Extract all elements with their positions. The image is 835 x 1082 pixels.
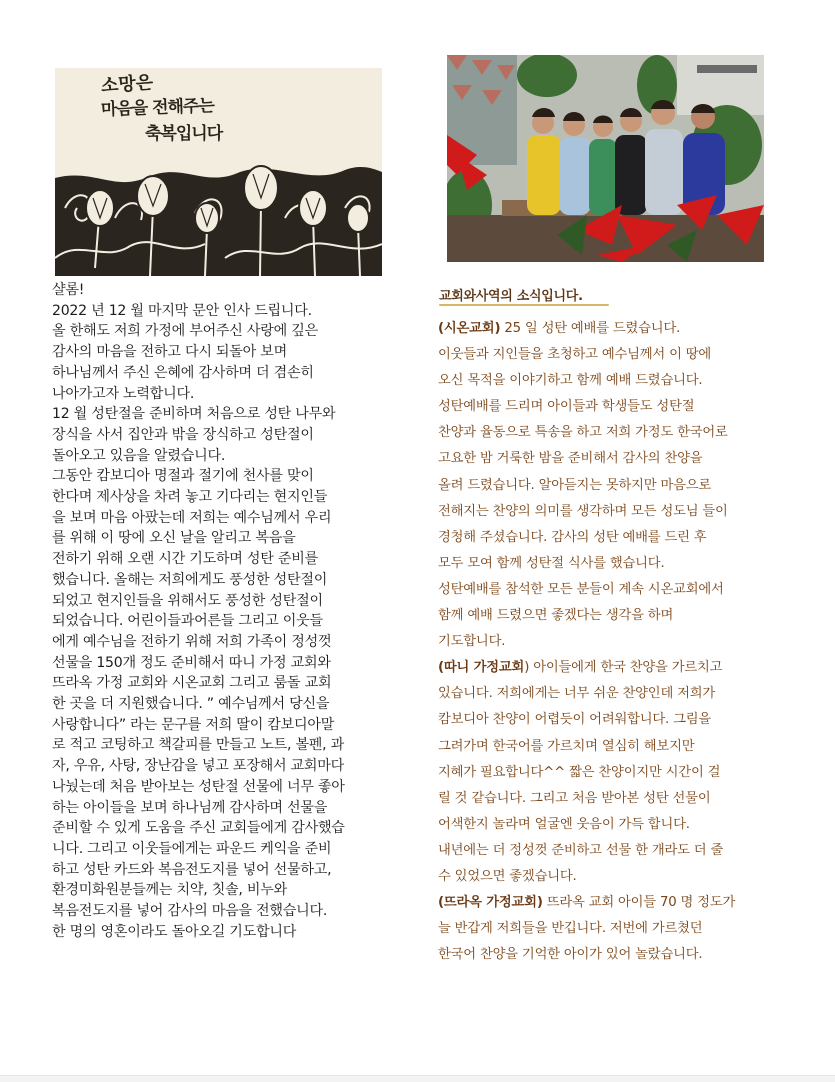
news-line: 성탄예배를 드리며 아이들과 학생들도 성탄절 (438, 399, 695, 415)
letter-line: 니다. 그리고 이웃들에게는 파운드 케익을 준비 (52, 840, 332, 857)
greeting-card-image (55, 68, 382, 276)
heading-underline (439, 304, 609, 306)
letter-line: 뜨라옥 가정 교회와 시온교회 그리고 룸돌 교회 (52, 675, 332, 692)
letter-line: 에게 예수님을 전하기 위해 저희 가족이 정성껏 (52, 633, 332, 650)
letter-line: 사랑합니다” 라는 문구를 저희 딸이 캄보디아말 (52, 716, 335, 733)
news-line: 오신 목적을 이야기하고 함께 예배 드렸습니다. (438, 373, 703, 389)
news-line: 기도합니다. (438, 634, 506, 650)
family-photo (447, 55, 764, 262)
zion-church-label: (시온교회) (438, 321, 501, 336)
letter-line: 12 월 성탄절을 준비하며 처음으로 성탄 나무와 (52, 406, 336, 423)
calligraphy-line-3: 축복입니다 (145, 124, 223, 144)
letter-line: 복음전도지를 넣어 감사의 마음을 전했습니다. (52, 903, 328, 920)
letter-line: 했습니다. 올해는 저희에게도 풍성한 성탄절이 (52, 571, 328, 588)
news-line: 전해지는 찬양의 의미를 생각하며 모든 성도님 들이 (438, 503, 728, 519)
letter-line: 샬롬! (52, 282, 85, 298)
news-line: 함께 예배 드렸으면 좋겠다는 생각을 하며 (438, 608, 674, 624)
letter-line: 를 위해 이 땅에 오신 날을 알리고 복음을 (52, 530, 296, 547)
news-line: 그려가며 한국어를 가르치며 열심히 해보지만 (438, 738, 695, 754)
news-section (438, 316, 803, 968)
letter-line: 하고 성탄 카드와 복음전도지를 넣어 선물하고, (52, 861, 332, 878)
troak-church-label: (뜨라옥 가정교회) (438, 895, 543, 911)
letter-line: 나아가고자 노력합니다. (52, 385, 195, 402)
news-line: 올려 드렸습니다. 알아듣지는 못하지만 마음으로 (438, 477, 712, 493)
letter-line: 감사의 마음을 전하고 다시 되돌아 보며 (52, 344, 287, 361)
calligraphy-line-1: 소망은 (100, 72, 154, 97)
news-line: 경청해 주셨습니다. 감사의 성탄 예배를 드린 후 (438, 529, 707, 545)
news-heading: 교회와사역의 소식입니다. (439, 289, 583, 304)
tani-church-paragraph-start (438, 655, 803, 681)
news-line: 수 있었으면 좋겠습니다. (438, 868, 577, 884)
news-line: 늘 반갑게 저희들을 반깁니다. 저번에 가르쳤던 (438, 921, 703, 937)
news-line: 25 일 성탄 예배를 드렸습니다. (500, 321, 681, 336)
letter-line: 환경미화원분들께는 치약, 칫솔, 비누와 (52, 882, 287, 899)
news-line: 내년에는 더 정성껏 준비하고 선물 한 개라도 더 줄 (438, 842, 724, 858)
letter-line: 하나님께서 주신 은혜에 감사하며 더 겸손히 (52, 364, 314, 381)
letter-line: 그동안 캄보디아 명절과 절기에 천사를 맞이 (52, 468, 314, 485)
news-line: 찬양과 율동으로 특송을 하고 저희 가정도 한국어로 (438, 425, 728, 441)
letter-line: 한 명의 영혼이라도 돌아오길 기도합니다 (52, 923, 297, 940)
letter-line: 로 적고 코팅하고 책갈피를 만들고 노트, 볼펜, 과 (52, 737, 344, 754)
news-line: 지혜가 필요합니다^^ 짧은 찬양이지만 시간이 걸 (438, 764, 721, 780)
letter-line: 준비할 수 있게 도움을 주신 교회들에게 감사했습 (52, 820, 345, 837)
news-line: 릴 것 같습니다. 그리고 처음 받아본 성탄 선물이 (438, 790, 711, 806)
news-line: 모두 모여 함께 성탄절 식사를 했습니다. (438, 555, 665, 571)
letter-line: 하는 아이들을 보며 하나님께 감사하며 선물을 (52, 799, 328, 816)
news-line: 한국어 찬양을 기억한 아이가 있어 놀랐습니다. (438, 947, 703, 963)
tani-church-label: (따니 가정교회 (438, 660, 525, 676)
zion-church-paragraph-start (438, 316, 803, 342)
letter-line: 전하기 위해 오랜 시간 기도하며 성탄 준비를 (52, 551, 318, 568)
news-line: 고요한 밤 거룩한 밤을 준비해서 감사의 찬양을 (438, 451, 703, 467)
troak-church-paragraph-start (438, 890, 803, 916)
calligraphy-line-2: 마음을 전해주는 (100, 96, 215, 120)
letter-line: 자, 우유, 사탕, 장난감을 넣고 포장해서 교회마다 (52, 758, 344, 775)
news-line: 뜨라옥 교회 아이들 70 명 정도가 (542, 895, 736, 911)
letter-line: 2022 년 12 월 마지막 문안 인사 드립니다. (52, 302, 312, 319)
family-photo-drawing (447, 55, 764, 262)
news-line: 이웃들과 지인들을 초청하고 예수님께서 이 땅에 (438, 347, 712, 363)
news-line: ) 아이들에게 한국 찬양을 가르치고 (524, 660, 723, 676)
letter-text (52, 280, 397, 943)
letter-line: 한다며 제사상을 차려 놓고 기다리는 현지인들 (52, 489, 328, 506)
news-line: 성탄예배를 참석한 모든 분들이 계속 시온교회에서 (438, 581, 724, 597)
news-line: 어색한지 놀라며 얼굴엔 웃음이 가득 합니다. (438, 816, 690, 832)
news-line: 캄보디아 찬양이 어렵듯이 어려워합니다. 그림을 (438, 712, 712, 728)
letter-line: 선물을 150개 정도 준비해서 따니 가정 교회와 (52, 654, 331, 671)
letter-line: 을 보며 마음 아팠는데 저희는 예수님께서 우리 (52, 509, 332, 526)
letter-line: 되었고 현지인들을 위해서도 풍성한 성탄절이 (52, 592, 323, 609)
news-line: 있습니다. 저희에게는 너무 쉬운 찬양인데 저희가 (438, 686, 716, 702)
letter-line: 올 한해도 저희 가정에 부어주신 사랑에 깊은 (52, 323, 318, 340)
letter-line: 돌아오고 있음을 알렸습니다. (52, 447, 226, 464)
letter-line: 나눴는데 처음 받아보는 성탄절 선물에 너무 좋아 (52, 778, 345, 795)
letter-line: 되었습니다. 어린이들과어른들 그리고 이웃들 (52, 613, 323, 630)
letter-line: 한 곳을 더 지원했습니다. ” 예수님께서 당신을 (52, 696, 330, 713)
letter-line: 장식을 사서 집안과 밖을 장식하고 성탄절이 (52, 426, 314, 443)
